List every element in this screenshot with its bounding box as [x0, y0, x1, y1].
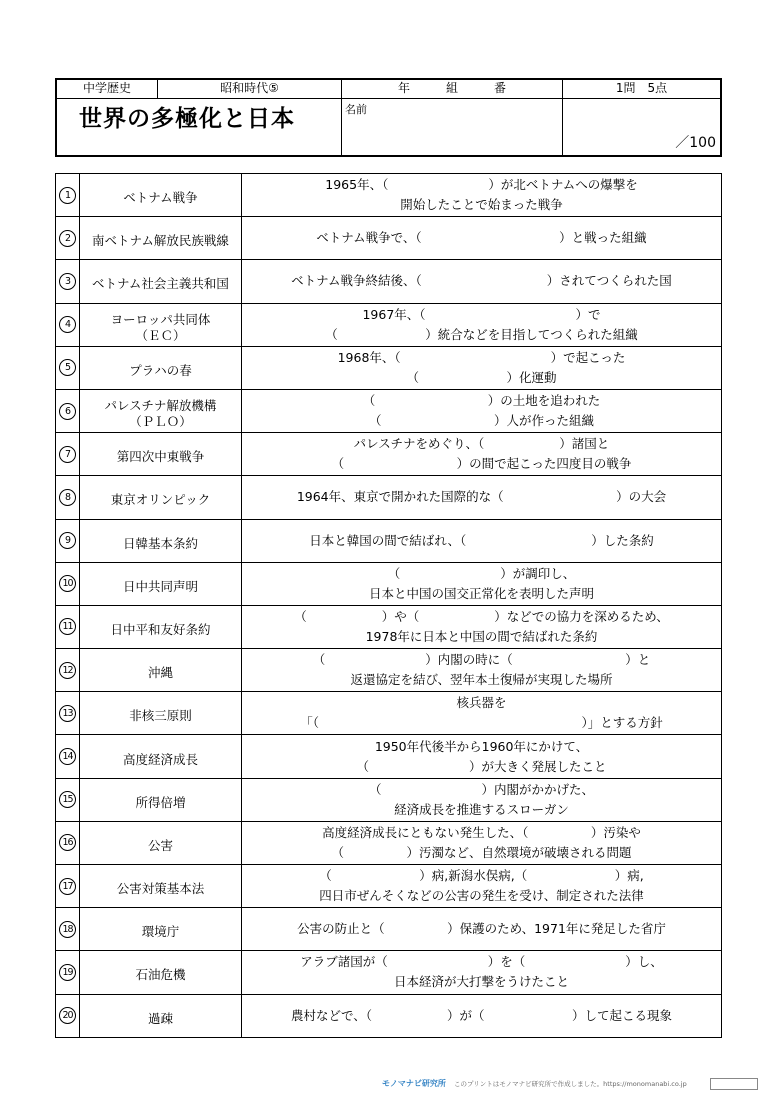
worksheet-header: [55, 78, 722, 157]
description-text: パレスチナをめぐり、（ ）諸国と （ ）の間で起こった四度目の戦争: [331, 436, 632, 472]
circled-number: 14: [59, 748, 76, 765]
circled-number: 20: [59, 1007, 76, 1024]
term-label: 公害対策基本法: [116, 881, 205, 897]
term-label: パレスチナ解放機構 （ＰＬＯ）: [104, 398, 217, 430]
question-row: [56, 994, 722, 1037]
question-row: [56, 260, 722, 303]
term-label: 日韓基本条約: [122, 535, 198, 551]
question-row: [56, 951, 722, 994]
description-text: アラブ諸国が（ ）を（ ）し、 日本経済が大打撃をうけたこと: [300, 954, 663, 990]
description-text: ベトナム戦争終結後、（ ）されてつくられた国: [291, 273, 672, 289]
description-cell: [242, 908, 722, 951]
term-label: ベトナム戦争: [123, 190, 198, 206]
question-number: [56, 605, 80, 648]
description-text: 1968年、（ ）で起こった （ ）化運動: [337, 349, 626, 385]
circled-number: 18: [59, 921, 76, 938]
term-label: ヨーロッパ共同体 （ＥＣ）: [110, 311, 211, 343]
description-cell: [242, 389, 722, 432]
circled-number: 1: [59, 187, 76, 204]
question-number: [56, 260, 80, 303]
question-row: [56, 389, 722, 432]
description-cell: [242, 994, 722, 1037]
term-cell: [80, 389, 242, 432]
class-number-label: 年 組 番: [342, 80, 563, 99]
description-text: 核兵器を 「（ ）」とする方針: [300, 695, 663, 731]
description-cell: [242, 562, 722, 605]
name-label: 名前: [345, 103, 367, 116]
term-label: 沖縄: [147, 665, 173, 681]
term-label: プラハの春: [129, 362, 192, 378]
term-label: 東京オリンピック: [110, 492, 211, 508]
question-number: [56, 951, 80, 994]
term-cell: [80, 865, 242, 908]
description-cell: [242, 476, 722, 519]
question-row: [56, 692, 722, 735]
term-cell: [80, 692, 242, 735]
term-cell: [80, 649, 242, 692]
description-cell: [242, 519, 722, 562]
term-cell: [80, 217, 242, 260]
question-number: [56, 303, 80, 346]
circled-number: 9: [59, 532, 76, 549]
score-label: ／100: [675, 135, 716, 151]
question-number: [56, 908, 80, 951]
title-cell: [57, 99, 342, 155]
circled-number: 15: [59, 791, 76, 808]
description-text: ベトナム戦争で、（ ）と戦った組織: [316, 230, 647, 246]
footer-text: このプリントはモノマナビ研究所で作成しました。https://monomanabi.co.jp: [454, 1080, 687, 1088]
description-cell: [242, 649, 722, 692]
question-number: [56, 562, 80, 605]
question-number: [56, 649, 80, 692]
question-number: [56, 476, 80, 519]
description-cell: [242, 174, 722, 217]
description-cell: [242, 433, 722, 476]
description-cell: [242, 605, 722, 648]
term-cell: [80, 433, 242, 476]
circled-number: 16: [59, 834, 76, 851]
term-label: 過疎: [147, 1010, 173, 1026]
question-table: [55, 173, 722, 1038]
description-cell: [242, 692, 722, 735]
circled-number: 11: [59, 618, 76, 635]
description-cell: [242, 778, 722, 821]
description-text: 公害の防止と（ ）保護のため、1971年に発足した省庁: [297, 921, 666, 937]
description-text: （ ）の土地を追われた （ ）人が作った組織: [362, 393, 601, 429]
term-cell: [80, 821, 242, 864]
circled-number: 19: [59, 964, 76, 981]
circled-number: 12: [59, 662, 76, 679]
description-cell: [242, 260, 722, 303]
circled-number: 4: [59, 316, 76, 333]
description-text: 1950年代後半から1960年にかけて、 （ ）が大きく発展したこと: [356, 738, 607, 774]
question-number: [56, 217, 80, 260]
question-number: [56, 778, 80, 821]
question-number: [56, 389, 80, 432]
question-row: [56, 562, 722, 605]
term-label: 第四次中東戦争: [116, 449, 205, 465]
question-row: [56, 908, 722, 951]
subject-label: 中学歴史: [57, 80, 158, 99]
footer-badge: [710, 1078, 758, 1090]
description-cell: [242, 821, 722, 864]
question-number: [56, 735, 80, 778]
term-label: 高度経済成長: [122, 751, 198, 767]
term-cell: [80, 778, 242, 821]
question-number: [56, 692, 80, 735]
description-text: 農村などで、（ ）が（ ）して起こる現象: [290, 1007, 672, 1023]
term-cell: [80, 735, 242, 778]
term-label: 南ベトナム解放民族戦線: [92, 233, 229, 249]
question-number: [56, 865, 80, 908]
term-cell: [80, 476, 242, 519]
name-field[interactable]: [342, 99, 563, 155]
description-cell: [242, 735, 722, 778]
question-row: [56, 303, 722, 346]
circled-number: 2: [59, 230, 76, 247]
term-cell: [80, 174, 242, 217]
points-label: 1問 5点: [563, 80, 720, 99]
term-label: 非核三原則: [129, 708, 192, 724]
term-cell: [80, 908, 242, 951]
question-row: [56, 174, 722, 217]
term-label: 公害: [147, 837, 173, 853]
term-cell: [80, 303, 242, 346]
page-title: 世界の多極化と日本: [79, 106, 295, 132]
circled-number: 13: [59, 705, 76, 722]
question-row: [56, 605, 722, 648]
circled-number: 3: [59, 273, 76, 290]
term-label: 環境庁: [141, 924, 180, 940]
circled-number: 10: [59, 575, 76, 592]
description-cell: [242, 303, 722, 346]
circled-number: 17: [59, 878, 76, 895]
circled-number: 7: [59, 446, 76, 463]
question-row: [56, 649, 722, 692]
unit-label: 昭和時代⑤: [158, 80, 342, 99]
score-cell: [563, 99, 720, 155]
question-row: [56, 778, 722, 821]
term-cell: [80, 951, 242, 994]
description-cell: [242, 217, 722, 260]
question-number: [56, 821, 80, 864]
description-text: （ ）や（ ）などでの協力を深めるため、 1978年に日本と中国の間で結ばれた条約: [294, 608, 669, 644]
question-row: [56, 476, 722, 519]
term-cell: [80, 260, 242, 303]
question-number: [56, 519, 80, 562]
description-text: 1964年、東京で開かれた国際的な（ ）の大会: [296, 489, 667, 505]
question-row: [56, 865, 722, 908]
description-cell: [242, 951, 722, 994]
term-label: 日中共同声明: [122, 578, 198, 594]
question-row: [56, 735, 722, 778]
description-text: 日本と韓国の間で結ばれ、（ ）した条約: [309, 532, 654, 548]
circled-number: 5: [59, 359, 76, 376]
footer: [382, 1078, 687, 1089]
description-cell: [242, 865, 722, 908]
question-row: [56, 346, 722, 389]
description-text: （ ）内閣の時に（ ）と 返還協定を結び、翌年本土復帰が実現した場所: [312, 652, 651, 688]
question-number: [56, 346, 80, 389]
description-text: 高度経済成長にともない発生した、（ ）汚染や （ ）汚濁など、自然環境が破壊される問題: [322, 824, 641, 860]
description-text: （ ）が調印し、 日本と中国の国交正常化を表明した声明: [368, 565, 594, 601]
question-row: [56, 519, 722, 562]
term-label: 日中平和友好条約: [110, 621, 211, 637]
term-cell: [80, 605, 242, 648]
term-cell: [80, 346, 242, 389]
term-cell: [80, 994, 242, 1037]
term-cell: [80, 519, 242, 562]
brand-logo: モノマナビ研究所: [382, 1079, 446, 1088]
question-number: [56, 174, 80, 217]
question-row: [56, 821, 722, 864]
question-row: [56, 433, 722, 476]
circled-number: 6: [59, 403, 76, 420]
description-text: （ ）内閣がかかげた、 経済成長を推進するスローガン: [368, 781, 594, 817]
question-number: [56, 433, 80, 476]
description-text: 1965年、（ ）が北ベトナムへの爆撃を 開始したことで始まった戦争: [325, 177, 638, 213]
term-label: ベトナム社会主義共和国: [92, 276, 229, 292]
term-cell: [80, 562, 242, 605]
circled-number: 8: [59, 489, 76, 506]
description-cell: [242, 346, 722, 389]
question-row: [56, 217, 722, 260]
description-text: （ ）病,新潟水俣病,（ ）病, 四日市ぜんそくなどの公害の発生を受け、制定された法律: [319, 868, 644, 904]
term-label: 所得倍増: [135, 794, 186, 810]
description-text: 1967年、（ ）で （ ）統合などを目指してつくられた組織: [325, 306, 638, 342]
term-label: 石油危機: [135, 967, 186, 983]
question-number: [56, 994, 80, 1037]
